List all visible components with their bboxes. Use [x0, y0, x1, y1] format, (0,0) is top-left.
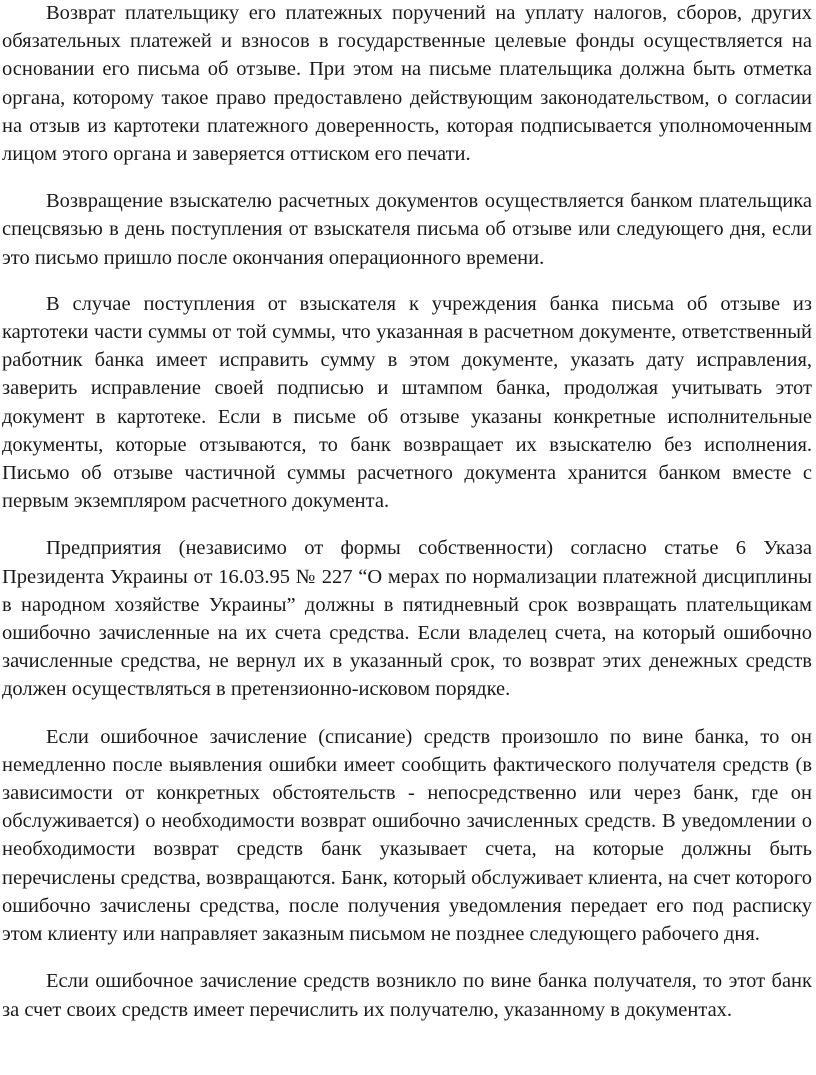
paragraph-4: Предприятия (независимо от формы собственности) согласно статье 6 Указа Президента Украины от 16.03.95 № 227 “О мерах по нормализации платежной дисциплины в народном хозяйстве Украины” должны в пятидневный срок возвращать плательщикам ошибочно зачисленные на их счета средства. Если владелец счета, на который ошибочно зачисленные средства, не вернул их в указанный срок, то возврат этих денежных средств должен осуществляться в претензионно-исковом порядке. — [2, 537, 812, 701]
paragraph-1: Возврат плательщику его платежных поручений на уплату налогов, сборов, других обязательных платежей и взносов в государственные целевые фонды осуществляется на основании его письма об отзыве. При этом на письме плательщика должна быть отметка органа, которому такое право предоставлено действующим законодательством, о согласии на отзыв из картотеки платежного доверенность, которая подписывается уполномоченным лицом этого органа и заверяется оттиском его печати. — [2, 2, 812, 166]
paragraph-3: В случае поступления от взыскателя к учреждения банка письма об отзыве из картотеки части суммы от той суммы, что указанная в расчетном документе, ответственный работник банка имеет исправить сумму в этом документе, указать дату исправления, заверить исправление своей подписью и штампом банка, продолжая учитывать этот документ в картотеке. Если в письме об отзыве указаны конкретные исполнительные документы, которые отзываются, то банк возвращает их взыскателю без исполнения. Письмо об отзыве частичной суммы расчетного документа хранится банком вместе с первым экземпляром расчетного документа. — [2, 292, 812, 513]
paragraph-5: Если ошибочное зачисление (списание) средств произошло по вине банка, то он немедленно после выявления ошибки имеет сообщить фактического получателя средств (в зависимости от конкретных обстоятельств - непосредственно или через банк, где он обслуживается) о необходимости возврат ошибочно зачисленных средств. В уведомлении о необходимости возврат средств банк указывает счета, на которые должны быть перечислены средства, возвращаются. Банк, который обслуживает клиента, на счет которого ошибочно зачислены средства, после получения уведомления передает его под расписку этом клиенту или направляет заказным письмом не позднее следующего рабочего дня. — [2, 725, 812, 946]
paragraph-2: Возвращение взыскателю расчетных документов осуществляется банком плательщика спецсвязью в день поступления от взыскателя письма об отзыве или следующего дня, если это письмо пришло после окончания операционного времени. — [2, 190, 812, 269]
paragraph-6: Если ошибочное зачисление средств возникло по вине банка получателя, то этот банк за счет своих средств имеет перечислить их получателю, указанному в документах. — [2, 970, 812, 1021]
